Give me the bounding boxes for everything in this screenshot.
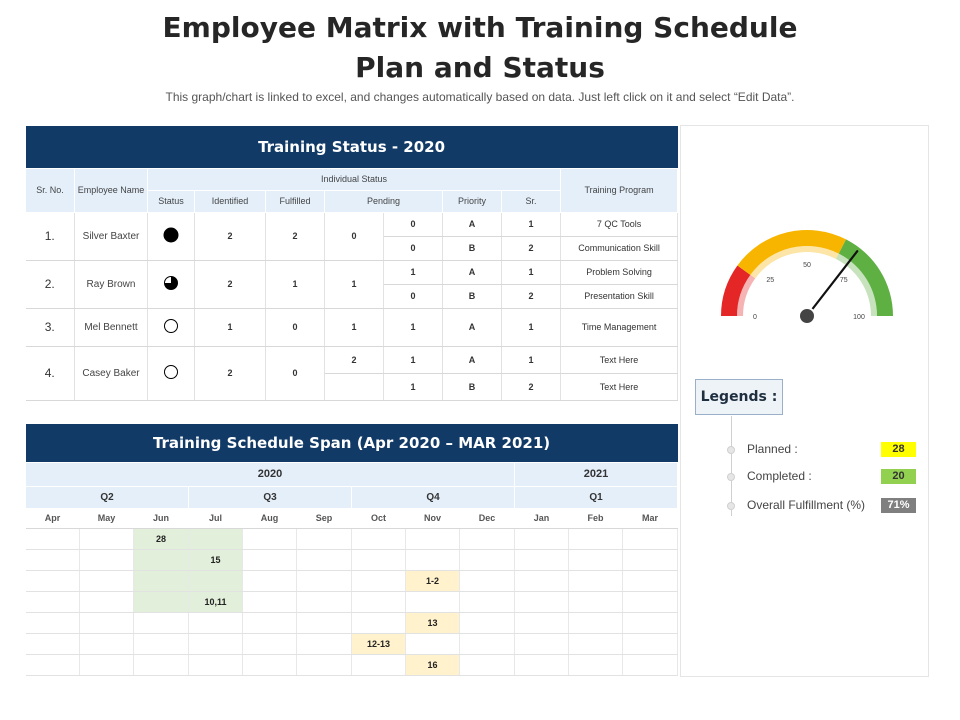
priority-value: B bbox=[443, 284, 502, 308]
training-program-value: Presentation Skill bbox=[561, 284, 678, 308]
pending-value: 0 bbox=[384, 212, 443, 236]
gauge-tick-label: 25 bbox=[766, 277, 775, 285]
legend-fulfillment-label: Overall Fulfillment (%) bbox=[747, 498, 866, 512]
training-schedule-banner: Training Schedule Span (Apr 2020 – MAR 2021) bbox=[26, 424, 678, 462]
priority-value: A bbox=[443, 308, 502, 346]
gauge-needle bbox=[807, 251, 857, 316]
training-status-table bbox=[25, 126, 678, 401]
fulfilled-count: 0 bbox=[266, 346, 325, 400]
header-identified: Identified bbox=[195, 190, 266, 212]
employee-sr-no: 3. bbox=[26, 308, 75, 346]
table-row bbox=[26, 308, 678, 346]
fulfilled-count: 2 bbox=[266, 212, 325, 260]
header-individual-status: Individual Status bbox=[148, 168, 561, 190]
identified-count: 2 bbox=[195, 346, 266, 400]
legend-fulfillment-value: 71% bbox=[881, 498, 916, 513]
summary-panel bbox=[680, 125, 929, 677]
employee-name: Ray Brown bbox=[75, 260, 148, 308]
page-title bbox=[0, 8, 960, 88]
training-status-banner: Training Status - 2020 bbox=[26, 126, 678, 168]
priority-value: B bbox=[443, 373, 502, 400]
status-full-icon bbox=[148, 212, 195, 260]
status-three-quarter-icon bbox=[148, 260, 195, 308]
gauge-tick-label: 50 bbox=[803, 262, 811, 269]
table-row bbox=[26, 346, 678, 373]
training-program-value: Text Here bbox=[561, 346, 678, 373]
schedule-row bbox=[26, 633, 678, 654]
employee-name: Silver Baxter bbox=[75, 212, 148, 260]
status-empty-icon bbox=[148, 308, 195, 346]
pending-value: 1 bbox=[384, 346, 443, 373]
gauge-arcs bbox=[721, 230, 893, 316]
training-schedule-table bbox=[25, 424, 678, 676]
year-header-2020: 2020 bbox=[26, 462, 515, 486]
sr-value: 1 bbox=[502, 308, 561, 346]
schedule-row bbox=[26, 591, 678, 612]
employee-sr-no: 4. bbox=[26, 346, 75, 400]
quarter-header-q4: Q4 bbox=[352, 486, 515, 508]
identified-count: 1 bbox=[195, 308, 266, 346]
legend-dot bbox=[727, 502, 735, 510]
priority-value: A bbox=[443, 212, 502, 236]
quarter-header-q1: Q1 bbox=[515, 486, 678, 508]
legend-dot bbox=[727, 446, 735, 454]
month-header: Aug bbox=[243, 508, 297, 528]
page-title-line-2: Plan and Status bbox=[355, 51, 605, 84]
month-header: Jan bbox=[515, 508, 569, 528]
sr-value: 2 bbox=[502, 236, 561, 260]
training-program-value: Problem Solving bbox=[561, 260, 678, 284]
legend-dot bbox=[727, 473, 735, 481]
month-header: Oct bbox=[352, 508, 406, 528]
month-header: Nov bbox=[406, 508, 460, 528]
gauge-hub bbox=[799, 308, 815, 324]
legends-title: Legends : bbox=[695, 379, 783, 415]
gauge-tick-label: 75 bbox=[839, 277, 848, 285]
legend-completed-value: 20 bbox=[881, 469, 916, 484]
pending-value: 1 bbox=[384, 260, 443, 284]
page-subtitle: This graph/chart is linked to excel, and changes automatically based on data. Just left click on it and select “Edit Data”. bbox=[165, 90, 795, 104]
header-status: Status bbox=[148, 190, 195, 212]
pending-count: 2 bbox=[325, 346, 384, 373]
header-training-program: Training Program bbox=[561, 168, 678, 212]
month-header: Jul bbox=[189, 508, 243, 528]
sr-value: 1 bbox=[502, 260, 561, 284]
header-employee-name: Employee Name bbox=[75, 168, 148, 212]
schedule-cell: 10,11 bbox=[189, 591, 243, 612]
pending-count: 0 bbox=[325, 212, 384, 260]
table-row bbox=[26, 212, 678, 236]
schedule-cell: 13 bbox=[406, 612, 460, 633]
month-header: Mar bbox=[623, 508, 678, 528]
month-header: Feb bbox=[569, 508, 623, 528]
pending-value: 1 bbox=[384, 373, 443, 400]
fulfillment-gauge bbox=[717, 218, 897, 338]
pending-value: 1 bbox=[384, 308, 443, 346]
schedule-cell: 15 bbox=[189, 549, 243, 570]
schedule-row bbox=[26, 570, 678, 591]
fulfilled-count: 1 bbox=[266, 260, 325, 308]
pending-empty-cell bbox=[325, 373, 384, 400]
fulfilled-count: 0 bbox=[266, 308, 325, 346]
schedule-cell: 12-13 bbox=[352, 633, 406, 654]
header-sr: Sr. bbox=[502, 190, 561, 212]
month-header: Jun bbox=[134, 508, 189, 528]
priority-value: A bbox=[443, 346, 502, 373]
pending-value: 0 bbox=[384, 284, 443, 308]
training-program-value: Text Here bbox=[561, 373, 678, 400]
training-program-value: Communication Skill bbox=[561, 236, 678, 260]
training-program-value: 7 QC Tools bbox=[561, 212, 678, 236]
identified-count: 2 bbox=[195, 212, 266, 260]
sr-value: 1 bbox=[502, 212, 561, 236]
priority-value: B bbox=[443, 236, 502, 260]
month-header: May bbox=[80, 508, 134, 528]
identified-count: 2 bbox=[195, 260, 266, 308]
legend-fulfillment bbox=[727, 496, 917, 516]
employee-sr-no: 2. bbox=[26, 260, 75, 308]
gauge-tick-label: 100 bbox=[853, 314, 865, 321]
header-sr-no: Sr. No. bbox=[26, 168, 75, 212]
pending-value: 0 bbox=[384, 236, 443, 260]
employee-sr-no: 1. bbox=[26, 212, 75, 260]
sr-value: 1 bbox=[502, 346, 561, 373]
header-fulfilled: Fulfilled bbox=[266, 190, 325, 212]
legend-planned bbox=[727, 440, 917, 460]
legend-completed-label: Completed : bbox=[747, 469, 812, 483]
sr-value: 2 bbox=[502, 373, 561, 400]
quarter-header-q3: Q3 bbox=[189, 486, 352, 508]
schedule-cell: 1-2 bbox=[406, 570, 460, 591]
sr-value: 2 bbox=[502, 284, 561, 308]
training-program-value: Time Management bbox=[561, 308, 678, 346]
month-header: Sep bbox=[297, 508, 352, 528]
pending-count: 1 bbox=[325, 260, 384, 308]
employee-name: Mel Bennett bbox=[75, 308, 148, 346]
year-header-2021: 2021 bbox=[515, 462, 678, 486]
schedule-cell: 16 bbox=[406, 654, 460, 675]
status-empty-icon bbox=[148, 346, 195, 400]
header-pending: Pending bbox=[325, 190, 443, 212]
quarter-header-q2: Q2 bbox=[26, 486, 189, 508]
employee-name: Casey Baker bbox=[75, 346, 148, 400]
legend-planned-value: 28 bbox=[881, 442, 916, 457]
gauge-tick-label: 0 bbox=[753, 314, 757, 321]
schedule-row bbox=[26, 654, 678, 675]
legend-planned-label: Planned : bbox=[747, 442, 798, 456]
schedule-row bbox=[26, 549, 678, 570]
month-header: Apr bbox=[26, 508, 80, 528]
table-row bbox=[26, 260, 678, 284]
schedule-row bbox=[26, 612, 678, 633]
header-priority: Priority bbox=[443, 190, 502, 212]
legend-completed bbox=[727, 467, 917, 487]
priority-value: A bbox=[443, 260, 502, 284]
schedule-cell: 28 bbox=[134, 528, 189, 549]
pending-count: 1 bbox=[325, 308, 384, 346]
page-title-line-1: Employee Matrix with Training Schedule bbox=[162, 11, 798, 44]
month-header: Dec bbox=[460, 508, 515, 528]
schedule-row bbox=[26, 528, 678, 549]
